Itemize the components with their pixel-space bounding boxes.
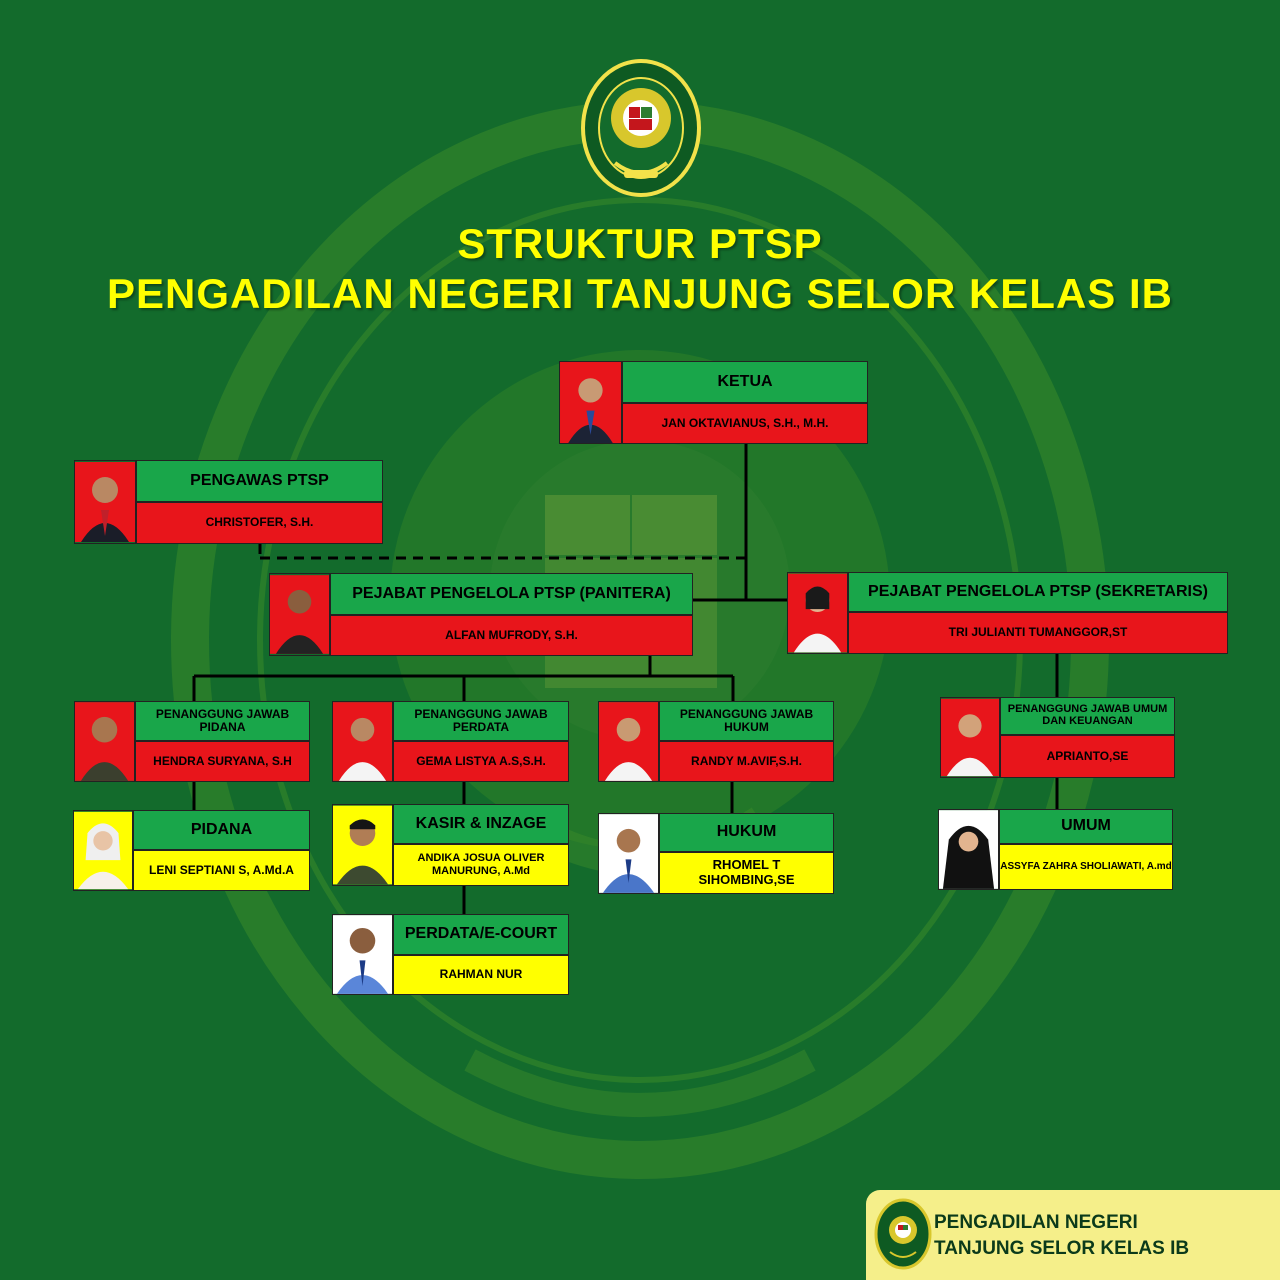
footer-line1: PENGADILAN NEGERI	[934, 1212, 1138, 1233]
ketua-photo	[559, 361, 622, 444]
umum-name: ASSYFA ZAHRA SHOLIAWATI, A.md	[999, 844, 1173, 890]
ecourt-role: PERDATA/E-COURT	[393, 914, 569, 955]
panitera-name: ALFAN MUFRODY, S.H.	[330, 615, 693, 656]
ketua-name: JAN OKTAVIANUS, S.H., M.H.	[622, 403, 868, 444]
person-photo-icon	[599, 814, 658, 893]
pj-hukum-photo	[598, 701, 659, 782]
person-photo-icon	[939, 810, 998, 889]
footer-line2: TANJUNG SELOR KELAS IB	[934, 1238, 1190, 1259]
hukum-name: RHOMEL T SIHOMBING,SE	[659, 852, 834, 894]
node-pj-pidana	[74, 701, 310, 782]
sekretaris-role: PEJABAT PENGELOLA PTSP (SEKRETARIS)	[848, 572, 1228, 612]
pj-umum-role: PENANGGUNG JAWAB UMUM DAN KEUANGAN	[1000, 697, 1175, 735]
pidana-role: PIDANA	[133, 810, 310, 850]
panitera-photo	[269, 573, 330, 656]
umum-role: UMUM	[999, 809, 1173, 844]
node-ketua	[559, 361, 868, 444]
person-photo-icon	[788, 573, 847, 653]
pj-pidana-photo	[74, 701, 135, 782]
person-photo-icon	[333, 702, 392, 781]
pengawas-photo	[74, 460, 136, 544]
node-pj-hukum	[598, 701, 834, 782]
chart-title-line2: PENGADILAN NEGERI TANJUNG SELOR KELAS IB	[107, 270, 1173, 317]
node-pengawas	[74, 460, 383, 544]
court-emblem-small-logo	[874, 1198, 932, 1270]
node-ecourt	[332, 914, 569, 995]
node-hukum	[598, 813, 834, 894]
person-photo-icon	[75, 461, 135, 543]
court-emblem-logo	[580, 58, 702, 198]
person-photo-icon	[74, 811, 132, 890]
person-photo-icon	[270, 574, 329, 655]
footer-text	[934, 1210, 1189, 1262]
kasir-role: KASIR & INZAGE	[393, 804, 569, 844]
kasir-photo	[332, 804, 393, 886]
footer-court-badge	[866, 1190, 1280, 1280]
node-panitera	[269, 573, 693, 656]
pengawas-role: PENGAWAS PTSP	[136, 460, 383, 502]
pj-perdata-photo	[332, 701, 393, 782]
pj-hukum-role: PENANGGUNG JAWAB HUKUM	[659, 701, 834, 741]
pj-hukum-name: RANDY M.AVIF,S.H.	[659, 741, 834, 782]
ketua-role: KETUA	[622, 361, 868, 403]
pidana-photo	[73, 810, 133, 891]
node-pj-perdata	[332, 701, 569, 782]
pengawas-name: CHRISTOFER, S.H.	[136, 502, 383, 544]
pj-umum-name: APRIANTO,SE	[1000, 735, 1175, 778]
person-photo-icon	[333, 915, 392, 994]
sekretaris-name: TRI JULIANTI TUMANGGOR,ST	[848, 612, 1228, 654]
pj-umum-photo	[940, 697, 1000, 778]
pj-perdata-name: GEMA LISTYA A.S,S.H.	[393, 741, 569, 782]
node-pidana	[73, 810, 310, 891]
person-photo-icon	[560, 362, 621, 443]
node-kasir	[332, 804, 569, 886]
pj-pidana-name: HENDRA SURYANA, S.H	[135, 741, 310, 782]
pidana-name: LENI SEPTIANI S, A.Md.A	[133, 850, 310, 891]
node-sekretaris	[787, 572, 1228, 654]
ecourt-name: RAHMAN NUR	[393, 955, 569, 995]
kasir-name: ANDIKA JOSUA OLIVER MANURUNG, A.Md	[393, 844, 569, 886]
panitera-role: PEJABAT PENGELOLA PTSP (PANITERA)	[330, 573, 693, 615]
hukum-role: HUKUM	[659, 813, 834, 852]
pj-pidana-role: PENANGGUNG JAWAB PIDANA	[135, 701, 310, 741]
node-pj-umum	[940, 697, 1175, 778]
person-photo-icon	[75, 702, 134, 781]
hukum-photo	[598, 813, 659, 894]
ecourt-photo	[332, 914, 393, 995]
node-umum	[938, 809, 1173, 890]
person-photo-icon	[333, 805, 392, 885]
person-photo-icon	[599, 702, 658, 781]
person-photo-icon	[941, 698, 999, 777]
sekretaris-photo	[787, 572, 848, 654]
chart-title-line1: STRUKTUR PTSP	[457, 220, 823, 267]
umum-photo	[938, 809, 999, 890]
pj-perdata-role: PENANGGUNG JAWAB PERDATA	[393, 701, 569, 741]
